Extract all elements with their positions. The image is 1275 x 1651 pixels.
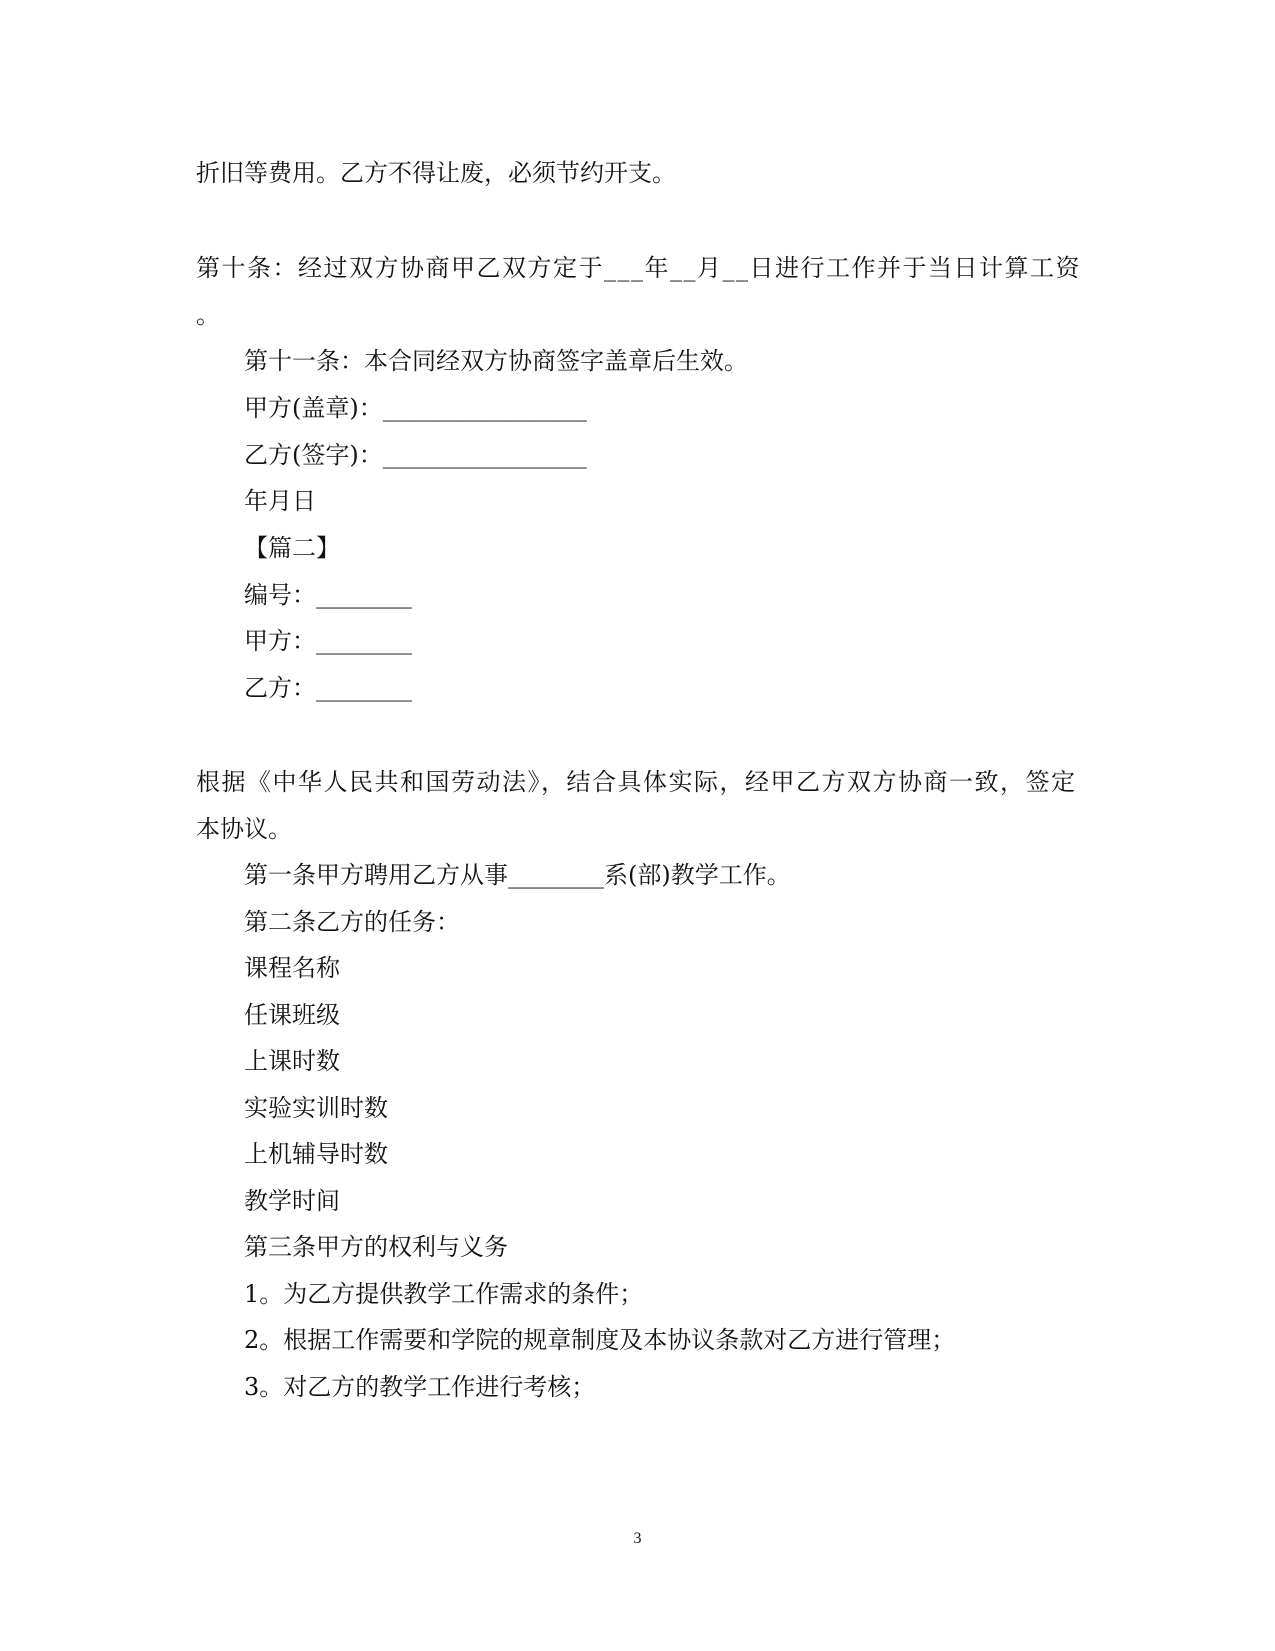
list-item: 教学时间	[244, 1187, 340, 1215]
preamble-continuation: 本协议。	[196, 815, 292, 843]
list-item: 实验实训时数	[244, 1094, 388, 1122]
list-item: 1。为乙方提供教学工作需求的条件；	[244, 1280, 644, 1308]
paragraph-line: 折旧等费用。乙方不得让废，必须节约开支。	[196, 159, 676, 187]
number-field-line: 编号：________	[244, 581, 412, 609]
date-line: 年月日	[244, 487, 316, 515]
list-item: 3。对乙方的教学工作进行考核；	[244, 1373, 596, 1401]
clause-11-line: 第十一条：本合同经双方协商签字盖章后生效。	[244, 347, 748, 375]
party-a-seal-line: 甲方(盖章)：_________________	[244, 394, 587, 422]
article-2-line: 第二条乙方的任务：	[244, 908, 460, 936]
list-item: 任课班级	[244, 1001, 340, 1029]
party-a-line: 甲方：________	[244, 627, 412, 655]
party-b-line: 乙方：________	[244, 674, 412, 702]
clause-10-line: 第十条：经过双方协商甲乙双方定于___年__月__日进行工作并于当日计算工资	[196, 254, 1081, 282]
party-b-sign-line: 乙方(签字)：_________________	[244, 441, 587, 469]
article-3-line: 第三条甲方的权利与义务	[244, 1233, 508, 1261]
list-item: 上课时数	[244, 1047, 340, 1075]
list-item: 课程名称	[244, 954, 340, 982]
clause-10-continuation: 。	[196, 301, 220, 329]
section-heading: 【篇二】	[244, 534, 340, 562]
list-item: 2。根据工作需要和学院的规章制度及本协议条款对乙方进行管理；	[244, 1326, 956, 1354]
preamble-line: 根据《中华人民共和国劳动法》，结合具体实际，经甲乙方双方协商一致，签定	[196, 768, 1077, 796]
page-number: 3	[633, 1530, 642, 1547]
article-1-line: 第一条甲方聘用乙方从事________系(部)教学工作。	[244, 861, 791, 889]
list-item: 上机辅导时数	[244, 1140, 388, 1168]
